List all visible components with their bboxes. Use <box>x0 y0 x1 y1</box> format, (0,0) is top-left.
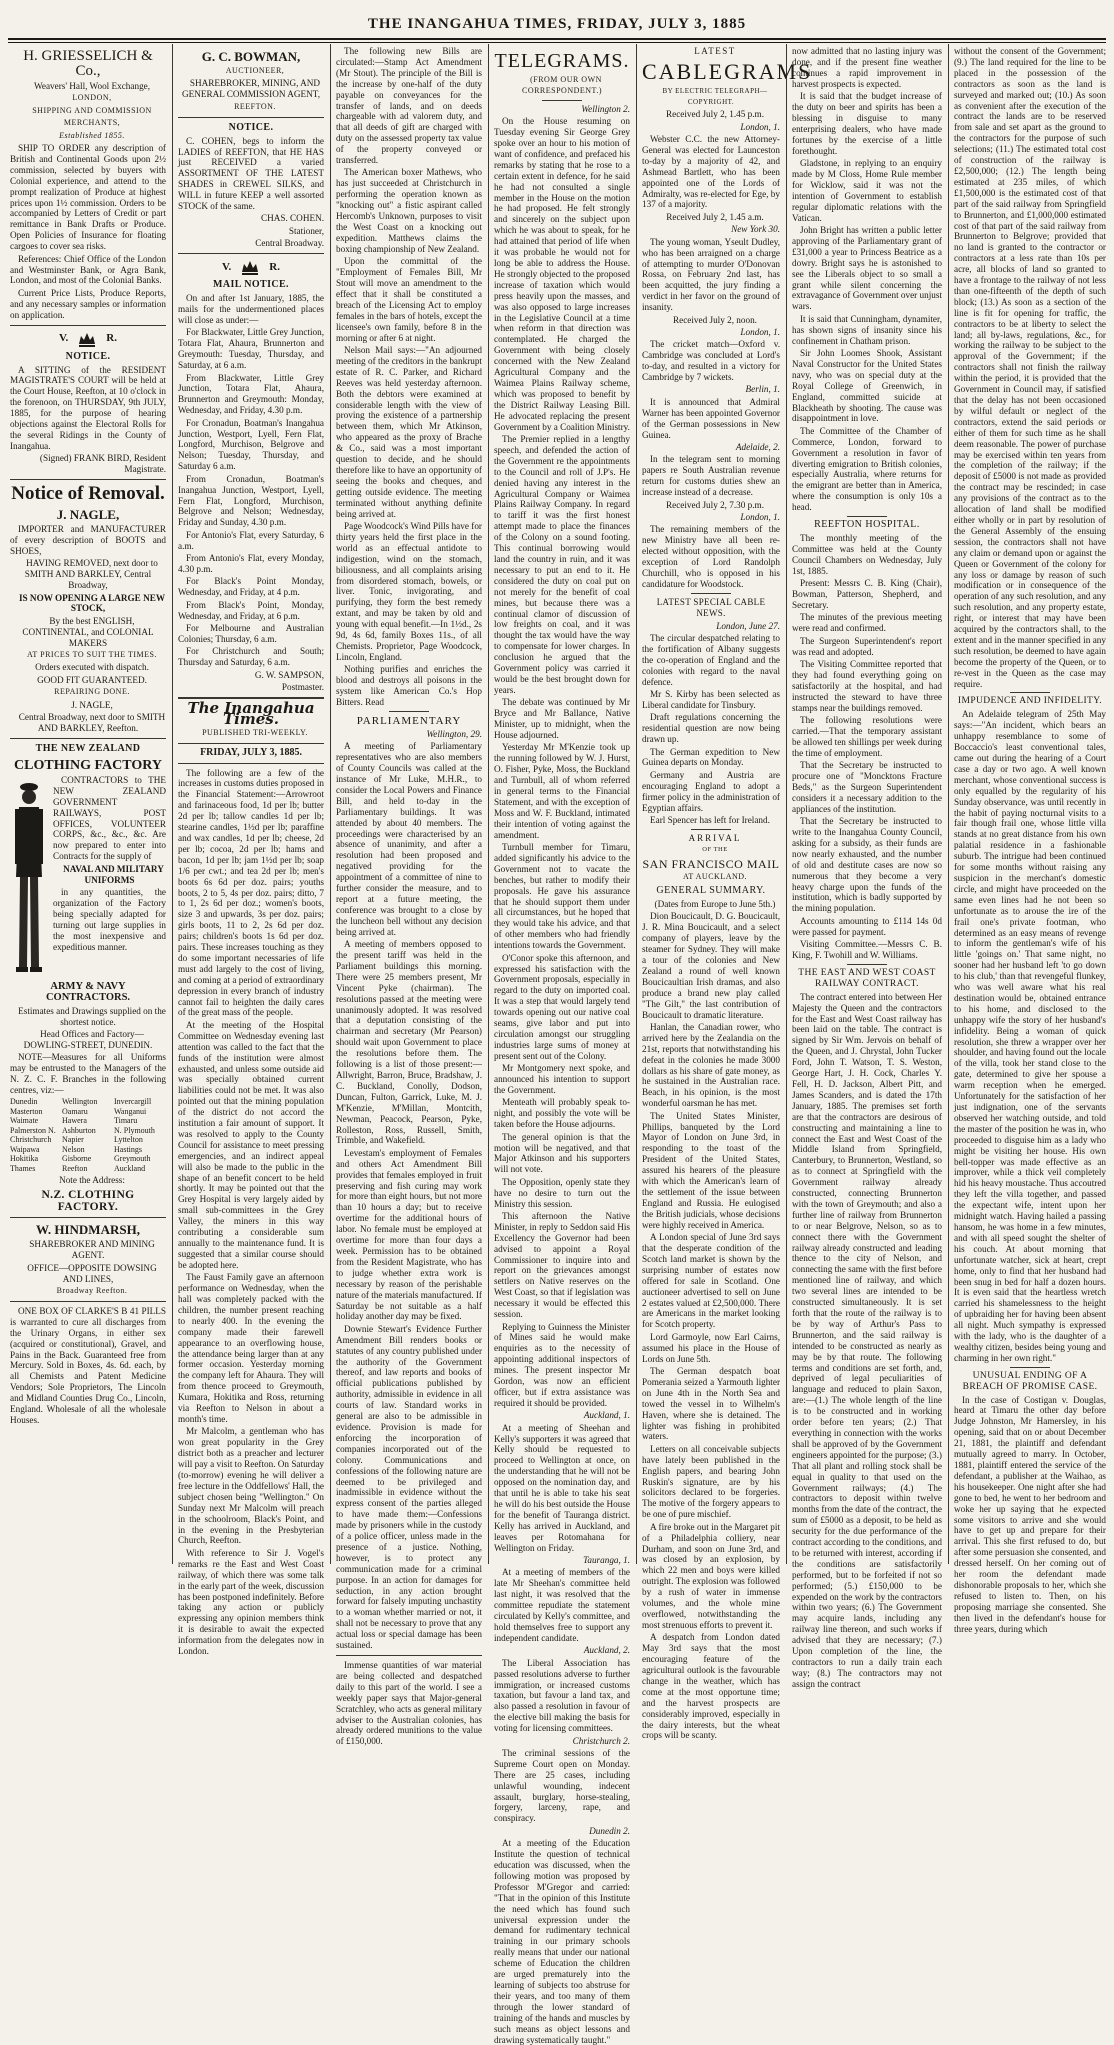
bowman-role: AUCTIONEER, <box>225 66 285 75</box>
cable-item: Draft regulations concerning the residential question are now being drawn up. <box>642 712 780 745</box>
hindmarsh-office: OFFICE—OPPOSITE DOWSING AND LINES, <box>27 1262 157 1284</box>
summary-item: John Bright has written a public letter approving of the Parliamentary grant of £31,000 a year to Princess Beatrice as a dowry. Bright says he is astonished to see the Liberals object to so small a grant while silent concerning the extravagance of Government over unjust wars. <box>792 225 943 312</box>
mail-notice-item: For Black's Point Monday, Wednesday, and Friday, at 4 p.m. <box>178 576 324 598</box>
cablegrams-subheading: BY ELECTRIC TELEGRAPH—COPYRIGHT. <box>662 86 768 106</box>
cable-item: The cricket match—Oxford v. Cambridge was concluded at Lord's to-day, and resulted in a victory for Cambridge by 7 wickets. <box>642 339 780 383</box>
branch-town: Gisborne <box>62 1154 92 1164</box>
cable-dateline: London, June 27. <box>716 620 780 631</box>
ad-griesselich-est: Established 1855. <box>59 130 125 140</box>
notice-body: A SITTING of the RESIDENT MAGISTRATE'S COURT will be held at the Court House, Reefton, at 10 o'clock in the forenoon, on THURSDAY, 9th JULY, 1885, for the purpose of hearing objections against the Electoral Rolls for the several Ridings in the County of Inangahua. <box>10 364 166 451</box>
editorial-railway: With reference to Sir J. Vogel's remarks re the East and West Coast railway, of which there was some talk in the early part of the week, discussion has been postponed indefinitely. Before taking any action or publicly expressing any opinion members think it is desirable to await the expected information from the delegates now in London. <box>178 1547 324 1657</box>
postmaster-title: Postmaster. <box>281 682 324 692</box>
divider <box>691 593 731 594</box>
divider <box>336 1655 482 1656</box>
nagle-signature: J. NAGLE, <box>71 699 113 710</box>
cable-dateline: London, 1. <box>740 121 780 132</box>
hospital-item: The Visiting Committee reported that they had found everything going on satisfactorily at the hospital, and had instructed the steward to have three stamps near the buildings removed. <box>792 658 942 713</box>
summary-item: Letters on all conceivable subjects have lately been published in the English papers, and bearing John Ruskin's signature, are by his solicitors declared to be forgeries. The motive of the forgery appears to be one of pure mischief. <box>642 1443 780 1520</box>
nagle-removed: HAVING REMOVED, next door to SMITH AND BARKLEY, Central Broadway, <box>24 558 158 591</box>
parliamentary-item: Downie Stewart's Evidence Further Amendment Bill renders books or statutes of any country published under the authority of the Government thereof, and law reports and books of official publications published by authority, admissible in evidence in all courts of law. Standard works in general are also to be admissible in evidence. Provision is made for enforcing the incorporation of companies incorporated out of the colony. Communications and confessions of the following nature are deemed to be privileged and inadmissible in evidence without the express consent of the parties alleged to have made them:—Confessions made by prisoners while in the custody of a police officer, unless made in the presence of a justice. Nothing, however, is to protect any communication made for a criminal purpose. In an action for damages for seduction, in any action brought forward for falsely imputing unchastity to a woman whether married or not, it shall not be necessary to prove that any actual loss or special damage has been sustained. <box>336 1323 482 1651</box>
branch-town: Hokitika <box>10 1154 38 1164</box>
mail-notice-item: For Christchurch and South; Thursday and Saturday, 6 a.m. <box>178 646 324 668</box>
telegram-dateline: Auckland, 2. <box>583 1645 630 1656</box>
clothing-factory-note: NOTE—Measures for all Uniforms may be entrusted to the Managers of the N. Z. C. F. Branches in the following centres, viz:— <box>10 1052 166 1096</box>
branch-town: Greymouth <box>114 1154 151 1164</box>
san-francisco-mail-heading: SAN FRANCISCO MAIL <box>642 857 780 872</box>
parliamentary-heading: PARLIAMENTARY <box>356 714 462 727</box>
crest-letter-v: V. <box>222 260 232 273</box>
hindmarsh-location: Broadway Reefton. <box>56 1286 128 1295</box>
royal-crest <box>10 330 166 348</box>
telegram-item: Turnbull member for Timaru, added significantly his advice to the Government not to vacate the benches, but rather to modify their proposals. He gave his assurance that he should support them under all circumstances, but he hoped that they would take his advice, and that of other members who had friendly intentions towards the Government. <box>494 842 630 951</box>
telegram-item: The Premier replied in a lengthy speech, and defended the action of the Government re the appointments to the Council and roll of J.P's. He denied having any interest in the Agricultural Company or Waimea Plains Railway Company. In regard to tariff it was the first honest attempt made to place the finances of the Colony on a sound footing. This continual borrowing would land the country in ruin, and it was necessary to put an end to it. He considered the duty on coal put on not merely for the benefit of coal mines, but because there was a continual clamor of discussion of low freights on coal, and it was thought the tax would have the way to compensate for lower charges. In conclusion he argued that the Government policy was carried it would be the best brought down for years. <box>494 434 630 695</box>
telegram-item: On the House resuming on Tuesday evening Sir George Grey spoke over an hour to his motion of want of confidence, and prefaced his remarks by stating that he rose to a certain extent in defence, for he said he had not consulted a single member in the House on the motion he had proposed. He felt strongly and sincerely on the subject upon which he was about to speak, for he had attained that period of life when it was probable he would not for long be able to address the House. He strongly objected to the proposed increase of taxation which would press heavily upon the masses, and was also opposed to large increases in the Legislative Council at a time when reform in that direction was contemplated. He charged the Government with being closely concerned with the New Zealand Agricultural Company and the Waimea Plains Railway scheme, which was proposed to benefit by the District Railway Leasing Bill. He advocated replacing the present Government by a Coalition Ministry. <box>494 116 630 432</box>
divider <box>178 253 324 254</box>
ad-griesselich-refs: References: Chief Office of the London and Westminster Bank, or Agra Bank, London, and most of the Colonial Banks. <box>10 253 166 286</box>
ad-griesselich-trade2: MERCHANTS, <box>63 118 121 128</box>
telegram-item: The Liberal Association has passed resolutions adverse to further immigration, or increased customs taxation, but favour a land tax, and also passed a resolution in favour of the elective bill making the basis for voting for licensing committees. <box>494 1657 630 1734</box>
mail-notice-item: For Melbourne and Australian Colonies; Thursday, 6 a.m. <box>178 622 324 644</box>
parliamentary-item: A meeting of Parliamentary representatives who are also members of County Councils was called at the instance of Mr Luke, M.H.R., to consider the Local Powers and Finance Bill, and held to-day in the Parliamentary buildings. It was attended by about 40 members. The proceedings were characterised by an absence of unanimity, and after a resolution had been proposed and negatived providing for the appointment of a committee of nine to further consider the measure, and to report at a future meeting, the conference was brought to a close by the luncheon bell without any decision being arrived at. <box>336 741 482 937</box>
masthead-rule <box>8 38 1106 43</box>
branch-town: Nelson <box>62 1144 85 1154</box>
editorial-customs: The following are a few of the increases in customs duties proposed in the Financial Statement:—Arrowroot and farinaceous food, 1d per lb; butter 2d per lb; tallow candles 1d per lb; stearine candles, 1½d per lb; paraffine and wax candles, 1d per lb; cheese, 2d per lb; cocoa, 2d per lb; hams and bacon, 1d per lb; jam 1½d per lb; soap 1/6 per cwt.; and tea 2d per lb; men's boots 6s 6d per doz. pairs; youths boots, 2 to 5, 4s per doz. pairs; ditto, 7 to 1, 2s 6d per doz.; women's boots, size 3 and upwards, 3s per doz. pairs; girls boots, 11 to 2, 2s 6d per doz. pairs; children's boots 1s 6d per doz. pairs. These increases touching as they do some important necessaries of life must add largely to the cost of living, and coming at a period of extraordinary depression in every branch of industry cannot fail to heighten the daily cares of the great mass of the people. <box>178 767 324 1018</box>
mail-notice-item: From Cronadun, Boatman's Inangahua Junction, Westport, Lyell, Fern Flat, Longford, Murchison, Belgrove and Nelson; Wednesday, Friday and Sunday, 4.30 p.m. <box>178 473 324 528</box>
telegram-dateline: Tauranga, 1. <box>583 1555 630 1566</box>
telegram-dateline: Dunedin 2. <box>589 1825 630 1836</box>
news-boxer: The American boxer Mathews, who has just succeeded at Christchurch in performing the operation known as "knocking out" a fistic aspirant called Hercomb's Unknown, purposes to visit the West Coast on a knocking out expedition. Matthews claims the boxing championship of New Zealand. <box>336 167 482 254</box>
nagle-repair: REPAIRING DONE. <box>54 687 130 697</box>
divider <box>1010 1367 1050 1368</box>
summary-item: Gladstone, in replying to an enquiry made by M Closs, Home Rule member for Wicklow, said it was not the intention of Government to establish regular diplomatic relations with the Vatican. <box>792 158 942 223</box>
railway-contract-body: The contract entered into between Her Majesty the Queen and the contractors for the East and West Coast railway has been laid on the table. The contract is signed by Sir Wm. Jervois on behalf of the Queen, and J. Chrystal, John Tucker Ford, John T. Watson, T. S. Weston, George Hart, J. H. Cock, Charles Y. Fell, H. D. Jackson, Albert Pitt, and James Scanders, and is dated the 17th January, 1885. The premises set forth are that the contractors are desirous of constructing and maintaining a line to connect the East and West Coast of the Middle Island from Springfield, Canterbury, to Brunnerton, Westland, so as to connect at Springfield with the Government railway already constructed, connecting Brunnerton with the town of Greymouth; and also a further line of railway from Brunnerton to or near Belgrove, Nelson, so as to connect there with the Government railway already constructed and leading thence to the city of Nelson, and connecting the same with the first before mentioned line of railway, and which two several lines are intended to be constructed simultaneously. It is set forth that the route of the railway is to be by way of Arthur's Pass to Brunnerton, and the said railway is intended to be constructed as nearly as may be by that route. The following terms and conditions are set forth, and, deprived of legal peculiarities of language and reduced to plain Saxon, are:—(1.) The whole length of the line is to be constructed and in working order before ten years; (2.) That everything in connection with the works shall be approved of by the Government engineers appointed for the purpose; (3.) That all plant and rolling stock shall be equal in quality to that used on the Government railways; (4.) The contractors to deposit within twelve months from the date of the contract, the sum of £5000 as a deposit, to be held as security for the due performance of the contract according to the conditions, and to be returned with interest, according if the conditions are satisfactorily performed, but to be forfeited if not so performed; (5.) £150,000 to be expended on the work by the contractors within two years; (6.) The Government may acquire lands, including any railway line thereon, and such works if advised that they are necessary; (7.) Upon completion of the line, the contractors to run a daily train each way; (8.) The contractors may not assign the contract <box>792 991 943 1689</box>
telegram-item: The criminal sessions of the Supreme Court open on Monday. There are 25 cases, including unlawful wounding, indecent assault, burglary, horse-stealing, forgery, larceny, rape, and conspiracy. <box>494 1747 630 1824</box>
mail-notice-item: For Cronadun, Boatman's Inangahua Junction, Westport, Lyell, Fern Flat, Longford, Murchison, Belgrove and Nelson; Tuesday, Thursday, and Saturday 6 a.m. <box>178 417 324 472</box>
cablegrams-preheading: LATEST <box>694 46 736 56</box>
cohen-address: Central Broadway. <box>255 238 324 249</box>
summary-item: The German despatch boat Pomerania seized a Yarmouth lighter on June 4th in the North Sea and towed the vessel in to Wilhelm's Haven, where she is detained. The lighter was fishing in prohibited waters. <box>642 1366 780 1442</box>
branch-town: Ashburton <box>62 1125 96 1135</box>
branch-town: Timaru <box>114 1116 138 1126</box>
nagle-orders: Orders executed with dispatch. <box>35 662 149 673</box>
ad-griesselich-address: Weavers' Hall, Wool Exchange, <box>33 81 151 91</box>
nagle-prices: AT PRICES TO SUIT THE TIMES. <box>26 650 158 660</box>
summary-item: It is said that Cunningham, dynamiter, has shown signs of insanity since his confinement in Chatham prison. <box>792 313 942 346</box>
nagle-fit: GOOD FIT GUARANTEED. <box>37 674 147 685</box>
branch-town: Lyttelton <box>114 1135 143 1145</box>
branch-town: Invercargill <box>114 1097 152 1107</box>
clothing-factory-body2: in any quantities, the organization of the Factory being specially adapted for turning out large supplies in the most inexpensive and expeditious manner. <box>53 886 166 952</box>
cable-item: The German expedition to New Guinea departs on Monday. <box>642 746 780 768</box>
ad-hop-bitters: Nothing purifies and enriches the blood and destroys all poisons in the system like American Co.'s Hop Bitters. Read <box>336 664 482 707</box>
mail-notice-heading: MAIL NOTICE. <box>213 279 289 291</box>
clothing-factory-naval: NAVAL AND MILITARY UNIFORMS <box>63 863 164 885</box>
cable-received: Received July 2, 1.45 a.m. <box>666 211 764 222</box>
postmaster-signature: G. W. SAMPSON, <box>254 669 324 680</box>
branch-town: Hastings <box>114 1144 142 1154</box>
cablegrams-heading: CABLEGRAMS <box>642 58 813 84</box>
ad-wind-pills: Page Woodcock's Wind Pills have for thirty years held the first place in the world as an effectual antidote to indigestion, wind on the stomach, biliousness, and all complaints arising from disordered stomach, bowels, or liver. Tonic, invigorating, and purifying, they form the best remedy extant, and may be taken by old and young with equal benefit.—In 1½d., 2s 9d, 4s 6d, family Boxes 11s., of all Chemists. Proprietor, Page Woodcock, Lincoln, England. <box>336 520 482 662</box>
hospital-item: That the Secretary be instructed to procure one of "Moncktons Fracture Beds," as the Surgeon Superintendent considers it a necessary addition to the appliances of the institution. <box>792 760 942 814</box>
clarke-pills-ad: ONE BOX OF CLARKE'S B 41 PILLS is warranted to cure all discharges from the Urinary Organs, in either sex (acquired or constitutional), Gravel, and Pains in the Back. Guaranteed free from Mercury. Sold in Boxes, 4s. 6d. each, by all Chemists and Patent Medicine Vendors; Sole Proprietors, The Lincoln and Midland Counties Drug Co., Lincoln, England. Wholesale of all the wholesale Houses. <box>10 1305 166 1425</box>
army-navy-heading: ARMY & NAVY CONTRACTORS. <box>45 980 131 1003</box>
crest-letter-v: V. <box>59 332 69 345</box>
branch-town: Dunedin <box>10 1097 38 1107</box>
hospital-item: Accounts amounting to £114 14s 0d were passed for payment. <box>792 915 942 937</box>
branch-town: Hawera <box>62 1116 87 1126</box>
summary-item: Hanlan, the Canadian rower, who arrived here by the Zealandia on the 21st, reports that notwithstanding his defeat in the colonies he made 3000 dollars as his share of gate money, as he sustained in the Australian race. Beach, in his opinion, is the most wonderful oarsman he has met. <box>642 1021 780 1109</box>
railway-contract-heading: THE EAST AND WEST COAST RAILWAY CONTRACT. <box>798 967 936 989</box>
cable-dateline: London, 1. <box>740 326 780 337</box>
divider <box>10 1301 166 1302</box>
hindmarsh-heading: W. HINDMARSH, <box>36 1222 140 1238</box>
general-summary-heading: GENERAL SUMMARY. <box>656 885 766 897</box>
cable-item: Webster C.C. the new Attorney-General was elected for Launceston to-day by a majority of 42, and Ashmead Bartlett, who has been appointed one of the Lords of Admiralty, was re-elected for Ege, by 137 of a majority. <box>642 134 780 210</box>
divider <box>847 964 887 965</box>
nagle-heading: J. NAGLE, <box>56 507 120 523</box>
telegram-dateline: Wellington 2. <box>581 103 630 114</box>
divider <box>389 711 429 712</box>
removal-heading: Notice of Removal. <box>11 483 165 505</box>
branch-town: Napier <box>62 1135 84 1145</box>
notice-signature: (Signed) FRANK BIRD, Resident Magistrate. <box>39 453 166 475</box>
news-stamp-act: The following new Bills are circulated:—Stamp Act Amendment (Mr Stout). The principle of the Bill is the increase by one-half of the duty payable on conveyances for the transfer of lands, and on deeds chargeable with ad valorem duty, and that all deeds of gift are charged with duty on the assessed property tax value of the property conveyed or transferred. <box>336 46 482 166</box>
news-females-bill: Upon the committal of the "Employment of Females Bill, Mr Stout will move an amendment to the effect that it shall be constituted a breach of the Licensing Act to employ females in the bars of hotels, except the licensee's own family, before 8 in the morning or after 6 at night. <box>336 256 482 343</box>
clothing-factory-address: N.Z. CLOTHING FACTORY. <box>41 1189 135 1214</box>
clothing-factory-offices: Head Offices and Factory— DOWLING-STREET, DUNEDIN. <box>23 1029 153 1050</box>
arrival-location: AT AUCKLAND. <box>682 872 748 882</box>
hospital-item: The following resolutions were carried.—That the temporary assistant be allowed ten shillings per week during the time of employment. <box>792 714 942 758</box>
divider <box>10 1217 166 1218</box>
column-rule <box>786 44 787 1564</box>
summary-dates: (Dates from Europe to June 5th.) <box>654 898 776 909</box>
divider <box>542 100 582 101</box>
cable-received: Received July 2, 1.45 p.m. <box>666 109 764 120</box>
clothing-factory-heading: CLOTHING FACTORY <box>14 757 162 773</box>
divider <box>10 479 166 480</box>
cable-item: Mr S. Kirby has been selected as Liberal candidate for Tinsbury. <box>642 689 780 710</box>
cable-dateline: Berlin, 1. <box>745 384 780 395</box>
nagle-intro: IMPORTER and MANUFACTURER of every description of BOOTS and SHOES, <box>10 524 166 556</box>
summary-item: A London special of June 3rd says that the desperate condition of the Scotch land market is shown by the surprising number of estates now offered for sale in Scotland. One auctioneer advertised to sell on June 2 estates valued at £2,500,000. There are Americans in the market looking for Scotch property. <box>642 1232 780 1330</box>
ad-griesselich-body: SHIP TO ORDER any description of British and Continental Goods upon 2½ commission, selected by buyers with Colonial experience, and attend to the prompt realization of Produce at highest prices upon 1½ commission. Orders to be accompanied by Letters of Credit or part remittance in Bank Drafts or Produce. Open Policies of Insurance for floating cargoes to cover sea risks. <box>10 143 166 252</box>
bowman-trade: SHAREBROKER, MINING, AND GENERAL COMMISSION AGENT, <box>181 78 321 100</box>
parliamentary-dateline: Wellington, 29. <box>426 728 482 739</box>
ad-griesselich-city: LONDON, <box>72 93 112 103</box>
ad-griesselich-trade: SHIPPING AND COMMISSION <box>32 105 152 115</box>
nagle-makers: By the best ENGLISH, CONTINENTAL, and COLONIAL MAKERS <box>22 615 154 648</box>
editorial-faust-family: The Faust Family gave an afternoon performance on Wednesday, when the hall was completely packed with the children, the number present reaching to nearly 400. In the evening the company made their farewell appearance to an overflowing house, the attendance being larger than at any former occasion. Yesterday morning the company left for Ahaura. They will from thence proceed to Greymouth, Kumara, Hokitika and Ross, returning via Reefton to Nelson in about a month's time. <box>178 1272 324 1424</box>
royal-crest <box>178 258 324 276</box>
hindmarsh-trade: SHAREBROKER AND MINING AGENT. <box>29 1239 155 1261</box>
impudence-body: An Adelaide telegram of 25th May says:—"An incident, which bears an unhappy resemblance to some of Boccaccio's least conventional tales, came out during the hearing of a Court case a day or two ago. A well known merchant, whose conventional success is only equalled by the regularity of his Sunday observance, was until recently in the habit of paying nocturnal visits to a fair though frail one, whose little villa stands at no great distance from his own palatial residence in a fashionable suburb. The intrigue had been continued for some months without raising any suspicion in the merchant's domestic circle, and might have proceeded on the same even lines had he not been so unfortunate as to arouse the ire of the frail one's private footman, who determined as an easy means of revenge to inform the gentleman's wife of his little 'goings on.' That same night, no sooner had her husband left 'to go down to his club,' than that revengeful flunkey, who was well aware what his real destination would be, obtained entrance to his home, and disclosed to the unhappy wife the story of her husband's infidelity. Being a woman of quick resolution, she threw a wrapper over her shoulder, and having found out the locale of the villa, took her stand close to the gate, determined to give her spouse a warm reception when he emerged. Unfortunately for the satisfaction of her just indignation, one of the servants observed her watching outside, and told the master of the position he was in, who proceeded to disguise him as a lady who might be visiting her house. His own bell-topper was made effective as an improver, while a thick veil completely hid his heavy moustache. Thus accoutred they left the villa together, and passed the expectant wife, intent upon her midnight watch. Having hailed a passing hansom, he was home in a few minutes, and with all speed sought the shelter of his couch. At about morning that unfortunate watcher, sick at heart, crept home, only to find that her husband had been snug in bed for half a dozen hours. It is even said that the heartless wretch carried his shamelessness to the height of upbraiding her for having been absent all night. Much sympathy is expressed with the lady, who is the daughter of a wealthy citizen, besides being young and charming in her own right." <box>954 709 1106 1363</box>
ad-griesselich-lists: Current Price Lists, Produce Reports, and any necessary samples or information on application. <box>10 287 166 320</box>
breach-of-promise-body: In the case of Costigan v. Douglas, heard at Timaru the other day before Judge Johnston, Mr Hamersley, in his opening, said that on or about December 21, 1881, the plaintiff and defendant mutually agreed to marry. In October, 1881, plaintiff entered the service of the defendant, a publisher at the Waihao, as his housekeeper. One night after she had gone to bed, he went to her bedroom and woke her up saying that he expected some visitors to arrive and she would have to get up and prepare for their arrival. This she first refused to do, but after some persuasion she consented, and dressed herself. On her coming out of her room the defendant made dishonorable proposals to her, which she refused to listen to. Then, on his proposing marriage she consented. She then lived in the defendant's house for three years, during which <box>954 1394 1106 1634</box>
summary-item: Sir John Loomes Shook, Assistant Naval Constructor for the United States navy, who was on special duty at the Royal College of Greenwich, in England, committed suicide at Blackheath by shooting. The cause was disappointment in love. <box>792 347 942 424</box>
hospital-item: Present: Messrs C. B. King (Chair), Bowman, Patterson, Shepherd, and Secretary. <box>792 578 942 610</box>
divider <box>10 325 166 326</box>
telegrams-subheading: (FROM OUR OWN CORRESPONDENT.) <box>521 75 603 95</box>
summary-item: The United States Minister, Phillips, banqueted by the Lord Mayor of London on June 3rd, in responding to the toast of the President of the United States, assured his hearers of the pleasure with which the American's learn of the settlement of the issue between England and Russia. He eulogised the British judicials, whose decisions were highly received in America. <box>642 1110 780 1230</box>
telegram-dateline: Auckland, 1. <box>583 1410 630 1421</box>
telegram-item: This afternoon the Native Minister, in reply to Seddon said His Excellency the Governor had been advised to appoint a Royal Commissioner to inquire into and report on the grievances amongst settlers on Native reserves on the West Coast, so that if legislation was necessary it would be effected this session. <box>494 1210 630 1320</box>
bowman-heading: G. C. BOWMAN, <box>201 49 301 64</box>
divider <box>10 738 166 739</box>
cable-item: The remaining members of the new Ministry have all been re-elected without opposition, with the exception of Lord Randolph Churchill, who is opposed in his candidature for Woodstock. <box>642 524 780 589</box>
telegram-item: Mr Montgomery next spoke, and announced his intention to support the Government. <box>494 1063 630 1095</box>
telegram-item: At a meeting of Sheehan and Kelly's supporters it was agreed that Kelly should be requested to proceed to Wellington at once, on the understanding that he will not be opposed on the nomination day, and that until he is able to take his seat he will do his best outside the House for the benefit of Tauranga district. Kelly has arrived in Auckland, and leaves per Rotomahana for Wellington on Friday. <box>494 1422 630 1553</box>
bowman-location: REEFTON. <box>234 101 276 111</box>
branch-town: Wanganui <box>114 1106 147 1116</box>
summary-continued: now admitted that no lasting injury was done, and if the present fine weather continues a rapid improvement in harvest prospects is expected. <box>792 46 942 89</box>
telegram-item: At a meeting of the Education Institute the question of technical education was discussed, when the following motion was proposed by Professor M'Gregor and carried: "That in the opinion of this Institute the need which has found such universal expression under the demand for rudimentary technical training in our primary schools really means that under our national scheme of Education the children are urged prematurely into the learning of subjects too abstruse for their years, and too many of them through the lower standard of training of the hands and muscles by such means as object lessons and drawing systematically taught." <box>494 1838 630 2045</box>
telegram-item: The Opposition, openly state they have no desire to turn out the Ministry this session. <box>494 1176 630 1209</box>
branch-town: Oamaru <box>62 1106 88 1116</box>
telegram-item: Yesterday Mr M'Kenzie took up the running followed by W. J. Hurst, O. Fisher, Pyke, Moss, the Buckland and Turnbull, all of whom referred in general terms to the Financial Statement, and with the exception of Moss and W. F. Buckland, intimated their intention of voting against the amendment. <box>494 742 630 840</box>
railway-contract-continued: without the consent of the Government; (9.) The land required for the line to be placed in the possession of the contractors as soon as the land is surveyed and marked out; (10.) As soon as convenient after the execution of the contract the lands are to be reserved from sale and set apart as the ground to the contractors for the purpose of such selections; (11.) The estimated total cost of construction of the railway is £2,500,000; (12.) The length being estimated at 235 miles, of which £1,500,000 is the estimated cost of that part of the said railway from Springfield to Brunnerton, and £1,000,000 estimated cost of that part of the said railway from Brunnerton to Belgrove; provided that no land is granted to the contractor or contractors at a less rate than 10s per acre, all blocks of land so granted to have a frontage to the railway of not less than one-fifteenth of the depth of such block; (13.) As soon as a section of the line is fit for opening for traffic, the contractors to be at liberty to select the land; all by-laws, regulations, &c., for working the railway to be subject to the approval of the Government; if the contractors shall not finish the railway within the period, it is provided that the Government in Council may, if satisfied that the delay has not been occasioned by wilful default or neglect of the contractors, extend the said periods or either of them for such time as he shall deem reasonable. The power of purchase may be exercised within ten years from the completion of the railway; if the deposit of £5000 is not made as provided the contract may be rescinded; in case any provisions of the contract as to the allocation of land shall be modified either wholly or in part by resolution of the General Assembly of the ensuing session, the contractors shall not have any claim or demand upon or against the Queen or Government of the colony for any loss or damage by reason of such modification or in consequence of the operation of any such resolution, and any such resolution, and any property estate, right, or interest that may have been acquired by the contractors shall, to the extent and in the manner specified in any such resolution, be deemed to have again become the property of the Queen, or to re-vest in the Queen as the case may require. <box>954 46 1106 689</box>
divider <box>178 117 324 118</box>
clothing-factory-preheading: THE NEW ZEALAND <box>35 742 141 754</box>
telegrams-heading: TELEGRAMS. <box>494 50 630 72</box>
summary-item: The Committee of the Chamber of Commerce, London, forward to Government a resolution in favor of diverting emigration to British colonies, especially Australia, where returns for the emigrant are better than in America, where the consumption is only 10s a head. <box>792 425 942 513</box>
telegram-item: O'Conor spoke this afternoon, and expressed his satisfaction with the Government proposals, especially in regard to the duty on imported coal. It was a step that would largely tend towards opening out our native coal seams, give labor and put into circulation amongst our struggling industries large sums of money at present sent out of the Colony. <box>494 952 630 1061</box>
cohen-title: Stationer, <box>288 225 324 236</box>
mail-notice-item: For Blackwater, Little Grey Junction, Totara Flat, Ahaura, Brunnerton and Greymouth: Tuesday, Thursday, and Saturday, at 6 a.m. <box>178 327 324 371</box>
divider <box>847 516 887 517</box>
mail-notice-item: From Black's Point, Monday, Wednesday, and Friday, at 6 p.m. <box>178 599 324 621</box>
cable-dateline: New York 30. <box>731 224 780 235</box>
cable-item: Earl Spencer has left for Ireland. <box>650 815 770 825</box>
summary-item: It is said that the budget increase of the duty on beer and spirits has been a blessing in disguise to many enterprising dealers, who have made fortunes by the exercise of a little forethought. <box>792 91 942 156</box>
mail-notice-item: From Blackwater, Little Grey Junction, Totara Flat, Ahaura, Brunnerton and Greymouth: Monday, Wednesday, and Friday, 4.30 p.m. <box>178 372 324 416</box>
cable-received: Received July 2, 7.30 p.m. <box>666 499 764 510</box>
news-war-material: Immense quantities of war material are being collected and despatched daily to this part of the world. I see a weekly paper says that Major-general Scratchley, who acts as general military adviser to the Australian colonies, has already ordered munitions to the value of £150,000. <box>336 1660 482 1747</box>
hospital-item: The Surgeon Superintendent's report was read and adopted. <box>792 635 942 657</box>
cable-received: Received July 2, noon. <box>673 314 757 325</box>
column-rule <box>948 44 949 1564</box>
arrival-of-the: OF THE <box>702 846 728 854</box>
summary-item: A fire broke out in the Margaret pit of a Philadelphia colliery, near Durham, and soon on June 3rd, and was closed by an explosion, by which 22 men and boys were killed outright. The explosion was followed by a rush of water in immense volumes, and the whole mine overflowed, notwithstanding the most strenuous efforts to prevent it. <box>642 1521 780 1630</box>
telegram-item: Replying to Guinness the Minister of Mines said he would make enquiries as to the necessity of appointing additional inspectors of mines. The present inspector Mr Gordon, was now an efficient officer, but if extra assistance was required it should be provided. <box>494 1321 630 1408</box>
issue-date-heading: FRIDAY, JULY 3, 1885. <box>200 746 302 758</box>
cohen-notice-body: C. COHEN, begs to inform the LADIES of REEFTON, that HE HAS just RECEIVED a varied ASSORTMENT OF THE LATEST SHADES in CREWEL SILKS, and WILL in future KEEP a well assorted STOCK of the same. <box>178 135 324 212</box>
mail-notice-item: For Antonio's Flat, every Saturday, 6 a.m. <box>178 529 324 551</box>
column-3 <box>336 46 482 1747</box>
branch-town: Waipawa <box>10 1144 40 1154</box>
editorial-hospital: At the meeting of the Hospital Committee on Wednesday evening last attention was called to the fact that the funds of the institution were almost exhausted, and unless some outside aid was specially obtained current liabilities could not be met. It was also pointed out that the mining population of the district do not accord the institution a fair amount of support. It was resolved to apply to the County Council for assistance to meet pressing emergencies, and an indirect appeal will also be made to the public in the shape of an benefit concert to be held shortly. It may be pointed out that the Grey Hospital is very largely aided by small sub-committees in the Grey Valley, the miners in this way contributing a considerable sum annually to the maintenance fund. It is suggested that a similar course should be adopted here. <box>178 1019 324 1270</box>
mail-notice-item: From Antonio's Flat, every Monday, 4.30 p.m. <box>178 553 324 574</box>
masthead: THE INANGAHUA TIMES, FRIDAY, JULY 3, 1885 <box>367 16 747 32</box>
branch-town: N. Plymouth <box>114 1125 155 1135</box>
divider <box>691 829 731 830</box>
cohen-notice-heading: NOTICE. <box>228 121 274 133</box>
branch-town: Auckland <box>114 1163 146 1173</box>
hospital-item: Visiting Committee.—Messrs C. B. King, F. Twohill and W. Williams. <box>792 939 942 960</box>
cable-dateline: Adelaide, 2. <box>735 442 780 452</box>
branch-town: Christchurch <box>10 1135 52 1145</box>
royal-crest-icon <box>76 330 98 348</box>
branch-town: Palmerston N. <box>10 1125 56 1135</box>
column-rule <box>488 44 489 1564</box>
telegram-item: At a meeting of members of the late Mr Sheehan's committee held last night, it was resolved that the committee repudiate the statement circulated by Kelly's committee, and hold themselves free to support any independent candidate. <box>494 1567 630 1643</box>
telegram-item: Menteath will probably speak to-night, and possibly the vote will be taken before the House adjourns. <box>494 1097 630 1130</box>
nagle-stock: IS NOW OPENING A LARGE NEW STOCK, <box>18 592 166 614</box>
clothing-factory-estimates: Estimates and Drawings supplied on the shortest notice. <box>18 1005 166 1027</box>
column-rule <box>636 44 637 1564</box>
cable-item: The circular despatched relating to the fortification of Albany suggests the co-operation of England and the colonies with regard to the naval defence. <box>642 633 780 687</box>
cable-dateline: London, 1. <box>740 511 780 522</box>
breach-of-promise-heading: UNUSUAL ENDING OF A BREACH OF PROMISE CASE. <box>962 1370 1098 1392</box>
branch-town: Masterton <box>10 1106 43 1116</box>
soldier-figure-icon <box>10 777 48 977</box>
arrival-heading: ARRIVAL <box>688 832 742 843</box>
parliamentary-item: Levestam's employment of Females and others Act Amendment Bill provides that females employed in fruit preserving and fish curing may work for more than eight hours, but not more than 10 hours a day; but to receive overtime for the additional hours of labor. No female must be employed at overtime for more than four days a week. Permission has to be obtained from the Resident Magistrate, who has to judge whether extra work is necessary by reason of the perishable nature of the materials manufactured. If Saturday be not suitable as a half holiday another day may be fixed. <box>336 1147 482 1322</box>
hospital-item: That the Secretary be instructed to write to the Inangahua County Council, asking for a subsidy, as their funds are now nearly exhausted, and the number of old and destitute cases are now so numerous that they become a very heavy charge upon the funds of the institution, which is badly supported by the mining population. <box>792 816 942 914</box>
cable-item: In the telegram sent to morning papers re South Australian revenue return for customs duties shew an increase instead of a decrease. <box>642 454 780 498</box>
cohen-signature: CHAS. COHEN. <box>260 213 324 224</box>
ad-griesselich-title: H. GRIESSELICH & Co., <box>23 48 153 79</box>
notice-heading: NOTICE. <box>65 350 111 362</box>
summary-item: Dion Boucicault, D. G. Boucicault, J. R. Mina Boucicault, and a select company of players, leave by the steamer for Sydney. They will make a tour of the colonies and New Zealand a round of well known Boucicaultian Irish dramas, and also produce a brand new play called "The Gilt," the last contribution of Boucicault to dramatic literature. <box>642 911 780 1020</box>
royal-crest-icon <box>239 258 261 276</box>
summary-item: Lord Garmoyle, now Earl Cairns, assumed his place in the House of Lords on June 5th. <box>642 1331 780 1364</box>
branch-towns-list <box>10 1097 166 1173</box>
telegram-dateline: Christchurch 2. <box>572 1735 630 1746</box>
newspaper-frequency: PUBLISHED TRI-WEEKLY. <box>202 727 308 737</box>
reefton-hospital-heading: REEFTON HOSPITAL. <box>814 519 920 531</box>
editorial-malcolm: Mr Malcolm, a gentleman who has won great popularity in the Grey district both as a preacher and lecturer will pay a visit to Reefton. On Saturday (to-morrow) evening he will deliver a free lecture in the Oddfellows' Hall, the subject chosen being "Wellington." On Sunday next Mr Malcolm will preach in the schoolroom, Black's Point, and in the evening in the Presbyterian Church, Reefton. <box>178 1426 324 1546</box>
telegram-item: The general opinion is that the motion will be negatived, and that Major Atkinson and his supporters will not vote. <box>494 1131 630 1175</box>
parliamentary-item: A meeting of members opposed to the present tariff was held in the Parliament buildings this morning. There were 25 members present, Mr Vincent Pyke (chairman). The resolutions passed at the meeting were unanimously adopted. It was resolved that a deputation consisting of the chairman and secretary (Mr Pearson) should wait upon Government to place the resolutions before them. The following is a list of those present:—Allwright, Barron, Bruce, Bradshaw, J. C. Buckland, Conolly, Dodson, Duncan, Fulton, Garrick, Luke, M. J. M'Kenzie, M'Millan, Montcith, Newman, Peacock, Pearson, Pyke, Rolleston, Ross, Russell, Smith, Trimble, and Wakefield. <box>336 939 482 1146</box>
nagle-address: Central Broadway, next door to SMITH AND BARKLEY, Reefton. <box>18 712 166 733</box>
branch-town: Waimate <box>10 1116 39 1126</box>
cable-item: It is announced that Admiral Warner has been appointed Governor of the German possessions in New Guinea. <box>642 396 780 440</box>
column-2 <box>178 46 324 1657</box>
cable-item: The young woman, Yseult Dudley, who has been arraigned on a charge of attempting to murder O'Donovan Rossa, on February 2nd last, has been acquitted, the jury finding a verdict in her favor on the ground of insanity. <box>642 236 780 313</box>
clothing-factory-address-note: Note the Address: <box>59 1175 125 1186</box>
divider <box>178 743 324 744</box>
column-4 <box>494 46 630 2045</box>
divider <box>178 763 324 764</box>
cable-item: Germany and Austria are encouraging England to adopt a firmer policy in the administration of Egyptian affairs. <box>642 769 780 813</box>
special-cable-heading: LATEST SPECIAL CABLE NEWS. <box>656 596 766 618</box>
clothing-factory-body: CONTRACTORS to THE NEW ZEALAND GOVERNMENT RAILWAYS, POST OFFICES, VOLUNTEER CORPS, &c., &c., &c. Are now prepared to enter into Contracts for the supply of <box>53 774 166 862</box>
telegram-item: The debate was continued by Mr Bryce and Mr Ballance, Native Minister, up to midnight, when the House adjourned. <box>494 697 630 740</box>
hospital-item: The monthly meeting of the Committee was held at the County Council Chambers on Wednesday, July 1st, 1885. <box>792 532 942 576</box>
column-6 <box>792 46 943 1689</box>
hospital-item: The minutes of the previous meeting were read and confirmed. <box>792 612 942 634</box>
crest-letter-r: R. <box>106 332 117 345</box>
column-5 <box>642 46 813 1741</box>
column-7 <box>954 46 1106 1634</box>
branch-town: Thames <box>10 1163 36 1173</box>
mail-notice-intro: On and after 1st January, 1885, the mails for the undermentioned places will close as under:— <box>178 293 324 325</box>
divider <box>1010 692 1050 693</box>
branch-town: Wellington <box>62 1097 98 1107</box>
column-1 <box>10 46 166 1564</box>
news-nelson-mail: Nelson Mail says:—"An adjourned meeting of the creditors in the bankrupt estate of R. C. Parker, and Richard Reeves was held yesterday afternoon. Both the debtors were examined at considerable length with the view of proving the existence of a partnership between them, which Mr Atkinson, who appeared as the proxy of Brache & Co., said was a most important question to decide, and he should therefore like to have an opportunity of seeing the books and cheques, and getting outside evidence. The meeting terminated without anything definite being arrived at. <box>336 344 482 519</box>
branch-town: Reefton <box>62 1163 88 1173</box>
column-rule <box>172 44 173 1564</box>
column-rule <box>330 44 331 1564</box>
newspaper-nameplate: The Inangahua Times. <box>187 698 315 728</box>
impudence-heading: IMPUDENCE AND INFIDELITY. <box>957 696 1103 707</box>
summary-item: A despatch from London dated May 3rd says that the most encouraging feature of the agricultural outlook is the favourable change in the weather, which has come at the most opportune time; and the harvest prospects are considerably improved, especially in the dairy interests, but the wheat crops will be scanty. <box>642 1632 780 1741</box>
crest-letter-r: R. <box>269 260 280 273</box>
